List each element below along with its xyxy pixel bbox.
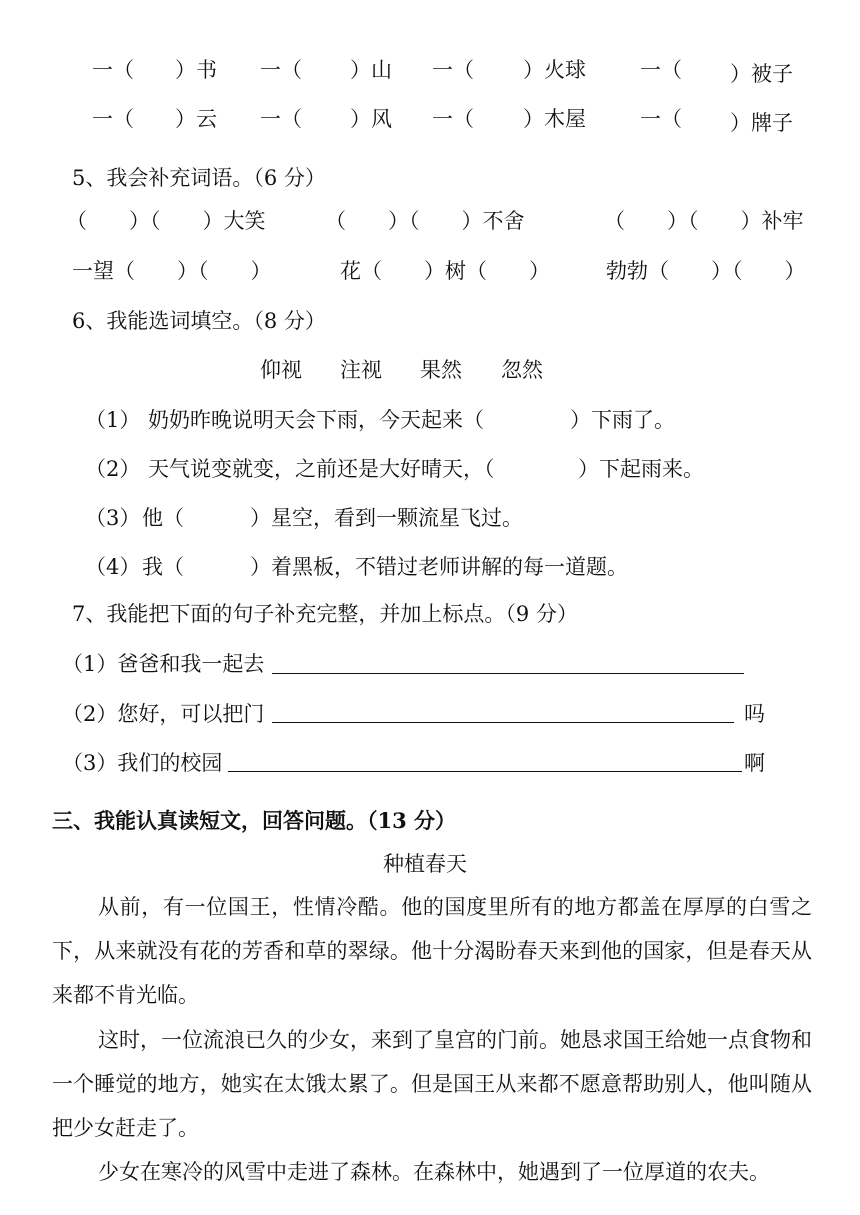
word-bank-item: 果然	[420, 358, 462, 382]
measure-prefix: 一（	[260, 107, 302, 131]
item-number: （3）	[85, 506, 141, 530]
measure-suffix: ）木屋	[523, 107, 586, 131]
item-text-after: ）着黑板，不错过老师讲解的每一道题。	[250, 555, 628, 579]
item-text-before: 他（	[142, 506, 184, 530]
measure-prefix: 一（	[640, 58, 682, 82]
sentence-ending: 吗	[744, 702, 765, 726]
measure-prefix: 一（	[640, 107, 682, 131]
item-text-before: 我（	[142, 555, 184, 579]
measure-suffix: ）山	[350, 58, 392, 82]
item-text-after: ）下雨了。	[570, 408, 675, 432]
answer-line	[272, 673, 744, 674]
question-5-title: 5、我会补充词语。（6 分）	[72, 166, 326, 190]
sentence-stem: （1）爸爸和我一起去	[62, 652, 265, 676]
answer-line	[228, 771, 742, 772]
idiom-blank: 一望（ ）（ ）	[72, 259, 272, 283]
word-bank-item: 忽然	[501, 358, 543, 382]
measure-suffix: ）被子	[730, 62, 793, 86]
item-text-before: 天气说变就变，之前还是大好晴天，（	[148, 457, 495, 481]
measure-prefix: 一（	[432, 107, 474, 131]
measure-suffix: ）风	[350, 107, 392, 131]
measure-suffix: ）书	[175, 58, 217, 82]
measure-suffix: ）牌子	[730, 111, 793, 135]
story-paragraph-3: 少女在寒冷的风雪中走进了森林。在森林中，她遇到了一位厚道的农夫。	[98, 1160, 770, 1184]
question-7-title: 7、我能把下面的句子补充完整，并加上标点。（9 分）	[72, 602, 578, 626]
sentence-stem: （2）您好，可以把门	[62, 702, 265, 726]
item-text-after: ）下起雨来。	[578, 457, 704, 481]
measure-prefix: 一（	[260, 58, 302, 82]
item-text-before: 奶奶昨晚说明天会下雨，今天起来（	[148, 408, 484, 432]
idiom-blank: （ ）（ ）大笑	[66, 209, 266, 233]
item-text-after: ）星空，看到一颗流星飞过。	[250, 506, 523, 530]
measure-suffix: ）云	[175, 107, 217, 131]
sentence-stem: （3）我们的校园	[62, 751, 223, 775]
item-number: （2）	[85, 457, 141, 481]
section-3-title: 三、我能认真读短文，回答问题。（13 分）	[52, 808, 457, 833]
idiom-blank: 勃勃（ ）（ ）	[606, 259, 806, 283]
idiom-blank: （ ）（ ）不舍	[325, 209, 525, 233]
idiom-blank: 花（ ）树（ ）	[340, 259, 550, 283]
story-paragraph-1: 从前，有一位国王，性情冷酷。他的国度里所有的地方都盖在厚厚的白雪之下，从来就没有花的芳香和草的翠绿。他十分渴盼春天来到他的国家，但是春天从来都不肯光临。	[52, 895, 812, 1007]
word-bank-item: 仰视	[260, 358, 302, 382]
measure-prefix: 一（	[92, 58, 134, 82]
item-number: （4）	[85, 555, 141, 579]
story-paragraph-2: 这时，一位流浪已久的少女，来到了皇宫的门前。她恳求国王给她一点食物和一个睡觉的地方，她实在太饿太累了。但是国王从来都不愿意帮助别人，他叫随从把少女赶走了。	[52, 1028, 812, 1140]
question-6-title: 6、我能选词填空。（8 分）	[72, 309, 326, 333]
story-title: 种植春天	[383, 852, 467, 876]
answer-line	[272, 722, 734, 723]
item-number: （1）	[85, 408, 141, 432]
idiom-blank: （ ）（ ）补牢	[604, 209, 804, 233]
sentence-ending: 啊	[744, 751, 765, 775]
measure-suffix: ）火球	[523, 58, 586, 82]
measure-prefix: 一（	[92, 107, 134, 131]
word-bank-item: 注视	[340, 358, 382, 382]
measure-prefix: 一（	[432, 58, 474, 82]
